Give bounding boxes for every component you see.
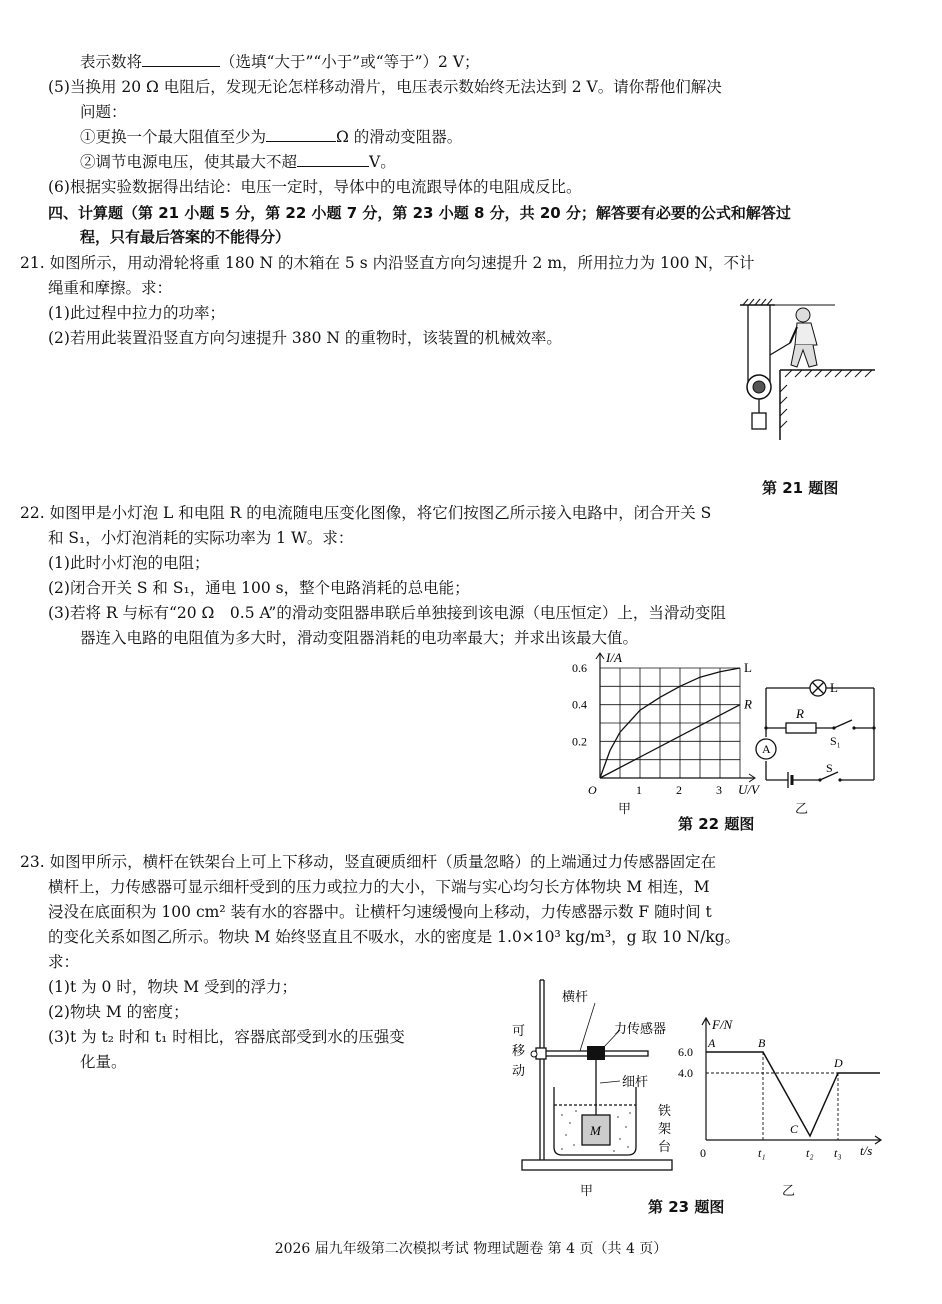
q22-caption: 第 22 题图 bbox=[678, 815, 755, 833]
stand-label-3: 台 bbox=[658, 1140, 672, 1155]
crossbar-label: 横杆 bbox=[562, 990, 589, 1005]
q21-sub2: (2)若用此装置沿竖直方向匀速提升 380 N 的重物时，该装置的机械效率。 bbox=[48, 329, 562, 347]
section-heading-cont: 程，只有最后答案的不能得分） bbox=[80, 228, 291, 246]
x-tick-label: 1 bbox=[636, 783, 642, 797]
t2-label: t₂ bbox=[806, 1146, 814, 1160]
iv-chart bbox=[560, 650, 760, 800]
q20-p5-opt2: ②调节电源电压，使其最大不超 V。 bbox=[80, 153, 396, 171]
answer-blank[interactable] bbox=[297, 152, 369, 167]
q23-line1: 23. 如图甲所示，横杆在铁架台上可上下移动，竖直硬质细杆（质量忽略）的上端通过力传感器固定在 bbox=[20, 853, 717, 871]
q22-line2: 和 S₁，小灯泡消耗的实际功率为 1 W。求： bbox=[48, 529, 354, 547]
page-footer: 2026 届九年级第二次模拟考试 物理试题卷 第 4 页（共 4 页） bbox=[274, 1241, 668, 1257]
rod-label: 细杆 bbox=[622, 1075, 649, 1090]
lamp-label: L bbox=[830, 680, 838, 695]
apparatus-figure bbox=[510, 975, 680, 1180]
q22-sub3-line1: (3)若将 R 与标有“20 Ω 0.5 A”的滑动变阻器串联后单独接到该电源（电压恒定）上，当滑动变阻 bbox=[48, 604, 726, 622]
q21-line2: 绳重和摩擦。求： bbox=[48, 279, 173, 297]
q21-sub1: (1)此过程中拉力的功率； bbox=[48, 304, 225, 322]
q23-line3: 浸没在底面积为 100 cm² 装有水的容器中。让横杆匀速缓慢向上移动，力传感器示数 F 随时间 t bbox=[48, 903, 712, 921]
series-label-R: R bbox=[744, 696, 752, 712]
origin-label: O bbox=[588, 783, 597, 797]
fig23a-label: 甲 bbox=[580, 1184, 594, 1199]
q22-line1: 22. 如图甲是小灯泡 L 和电阻 R 的电流随电压变化图像，将它们按图乙所示接入电路中，闭合开关 S bbox=[20, 504, 712, 522]
pulley-figure bbox=[735, 295, 885, 440]
q20-p5-line2: 问题： bbox=[80, 103, 127, 121]
y-tick-label: 0.6 bbox=[572, 661, 587, 675]
force-time-graph bbox=[678, 1015, 890, 1165]
y-tick-label: 0.2 bbox=[572, 734, 587, 749]
series-label-L: L bbox=[744, 660, 752, 675]
point-a-label: A bbox=[708, 1036, 716, 1050]
resistor-label: R bbox=[796, 706, 804, 721]
t3-label: t₃ bbox=[834, 1146, 842, 1160]
fig23b-label: 乙 bbox=[782, 1184, 796, 1199]
movable-label-2: 移 bbox=[512, 1044, 526, 1059]
y-axis-label: I/A bbox=[606, 650, 622, 665]
q23-sub3-line1: (3)t 为 t₂ 时和 t₁ 时相比，容器底部受到水的压强变 bbox=[48, 1028, 405, 1046]
x-tick-label: 2 bbox=[676, 783, 682, 797]
q21-caption: 第 21 题图 bbox=[762, 479, 839, 497]
ammeter-label: A bbox=[762, 742, 771, 756]
q23-line2: 横杆上，力传感器可显示细杆受到的压力或拉力的大小，下端与实心均匀长方体物块 M 相连，M bbox=[48, 878, 710, 896]
q23-line5: 求： bbox=[48, 953, 80, 971]
point-d-label: D bbox=[834, 1056, 843, 1070]
answer-blank[interactable] bbox=[266, 127, 336, 142]
sensor-label: 力传感器 bbox=[614, 1022, 667, 1037]
switch-s-label: S bbox=[826, 761, 833, 775]
y-tick-label: 0.4 bbox=[572, 697, 587, 712]
q23-caption: 第 23 题图 bbox=[648, 1198, 725, 1216]
stand-label-1: 铁 bbox=[658, 1104, 672, 1119]
point-b-label: B bbox=[758, 1036, 766, 1050]
q20-line0: 表示数将 （选填“大于”“小于”或“等于”）2 V； bbox=[80, 53, 480, 71]
block-m-label: M bbox=[590, 1123, 601, 1138]
q23-sub1: (1)t 为 0 时，物块 M 受到的浮力； bbox=[48, 978, 298, 996]
answer-blank[interactable] bbox=[142, 52, 220, 67]
q23-sub2: (2)物块 M 的密度； bbox=[48, 1003, 189, 1021]
origin-label: 0 bbox=[700, 1146, 706, 1160]
t-axis-label: t/s bbox=[860, 1143, 873, 1158]
q20-p5-line1: (5)当换用 20 Ω 电阻后，发现无论怎样移动滑片，电压表示数始终无法达到 2 V。请你帮他们解决 bbox=[48, 78, 722, 96]
fig22a-label: 甲 bbox=[618, 802, 632, 817]
t1-label: t₁ bbox=[758, 1146, 766, 1160]
movable-label-1: 可 bbox=[512, 1024, 526, 1039]
q21-line1: 21. 如图所示，用动滑轮将重 180 N 的木箱在 5 s 内沿竖直方向匀速提升 2 m，所用拉力为 100 N，不计 bbox=[20, 254, 755, 272]
q22-sub1: (1)此时小灯泡的电阻； bbox=[48, 554, 210, 572]
x-tick-label: 3 bbox=[716, 783, 722, 797]
x-axis-label: U/V bbox=[738, 782, 759, 797]
q22-sub2: (2)闭合开关 S 和 S₁，通电 100 s，整个电路消耗的总电能； bbox=[48, 579, 470, 597]
point-c-label: C bbox=[790, 1122, 799, 1136]
fig22b-label: 乙 bbox=[795, 802, 809, 817]
q20-p5-opt1: ①更换一个最大阻值至少为 Ω 的滑动变阻器。 bbox=[80, 128, 463, 146]
q22-sub3-line2: 器连入电路的电阻值为多大时，滑动变阻器消耗的电功率最大；并求出该最大值。 bbox=[80, 629, 639, 647]
f-axis-label: F/N bbox=[712, 1017, 733, 1032]
q23-sub3-line2: 化量。 bbox=[80, 1053, 127, 1071]
circuit-diagram bbox=[760, 680, 880, 790]
y-tick-4: 4.0 bbox=[678, 1066, 693, 1080]
y-tick-6: 6.0 bbox=[678, 1045, 693, 1059]
section-heading: 四、计算题（第 21 小题 5 分，第 22 小题 7 分，第 23 小题 8 分，共 20 分；解答要有必要的公式和解答过 bbox=[48, 204, 791, 222]
switch-s1-label: S₁ bbox=[830, 734, 841, 748]
movable-label-3: 动 bbox=[512, 1064, 526, 1079]
stand-label-2: 架 bbox=[658, 1122, 672, 1137]
q20-p6: (6)根据实验数据得出结论：电压一定时，导体中的电流跟导体的电阻成反比。 bbox=[48, 178, 582, 196]
q23-line4: 的变化关系如图乙所示。物块 M 始终竖直且不吸水，水的密度是 1.0×10³ kg/m³，g 取 10 N/kg。 bbox=[48, 928, 741, 946]
